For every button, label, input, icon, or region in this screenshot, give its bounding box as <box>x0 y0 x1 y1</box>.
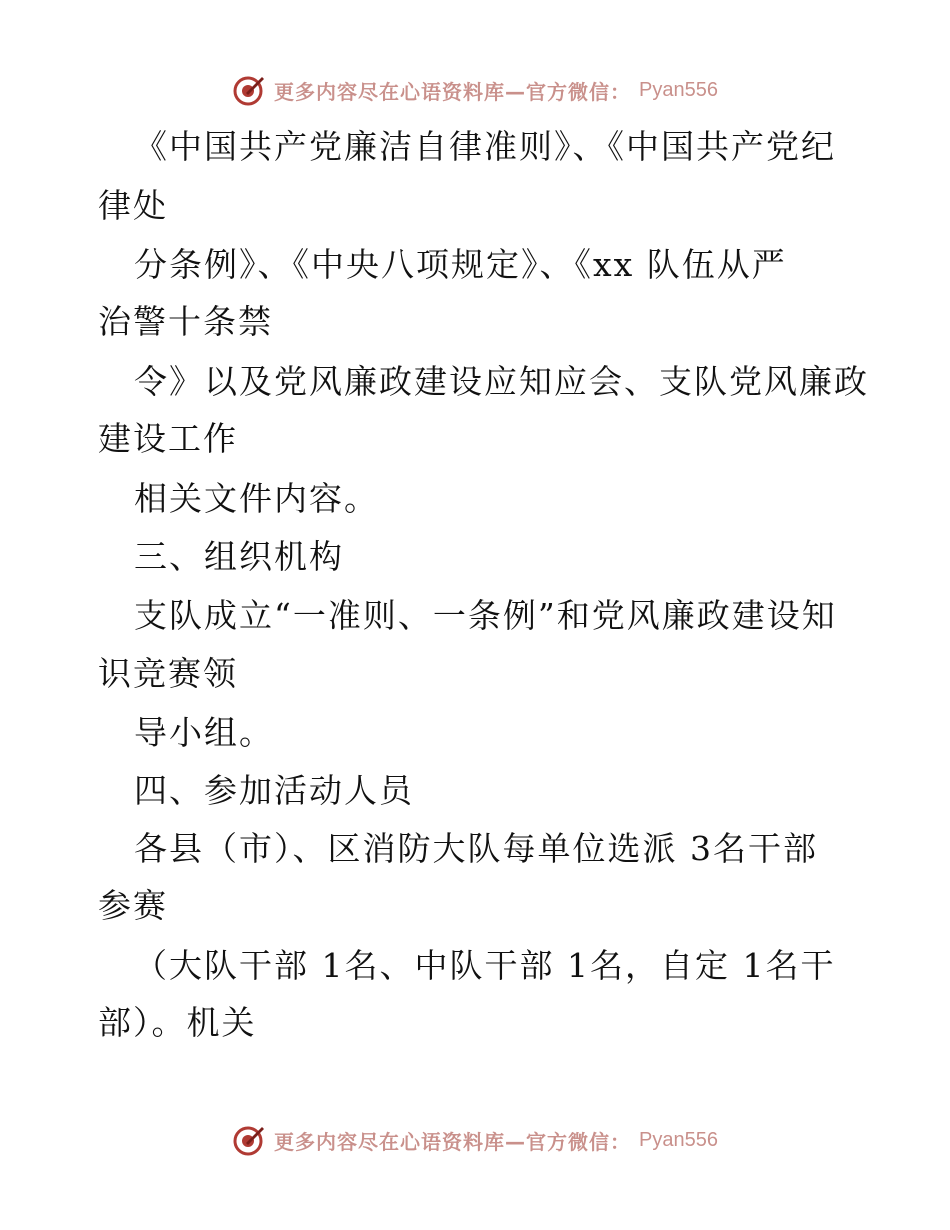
text-line: 令》以及党风廉政建设应知应会、支队党风廉政 <box>134 362 869 401</box>
text-line: 分条例》、《中央八项规定》、《xx 队伍从严 <box>134 245 787 284</box>
text-line: 支队成立“一准则、一条例”和党风廉政建设知 <box>134 596 837 635</box>
pen-logo-icon <box>232 1123 266 1157</box>
watermark-text: 更多内容尽在心语资料库—官方微信： <box>274 1129 632 1154</box>
text-line: 导小组。 <box>134 713 274 752</box>
text-line: 《中国共产党廉洁自律准则》、《中国共产党纪 <box>134 127 836 166</box>
text-line: 识竞赛领 <box>98 654 238 693</box>
footer-watermark <box>0 1120 950 1160</box>
watermark-wechat-id: Pyan556 <box>639 78 718 101</box>
section-heading: 四、参加活动人员 <box>134 771 414 810</box>
watermark-text: 更多内容尽在心语资料库—官方微信： <box>274 79 632 104</box>
text-line: 部）。机关 <box>98 1003 257 1042</box>
text-line: 参赛 <box>98 886 168 925</box>
watermark-wechat-id: Pyan556 <box>639 1128 718 1151</box>
section-heading: 三、组织机构 <box>134 537 344 576</box>
pen-logo-icon <box>232 73 266 107</box>
text-line: （大队干部 1名、中队干部 1名，自定 1名干 <box>134 946 836 985</box>
text-line: 各县（市）、区消防大队每单位选派 3名干部 <box>134 829 818 868</box>
text-line: 治警十条禁 <box>98 302 273 341</box>
text-line: 相关文件内容。 <box>134 479 379 518</box>
text-line: 建设工作 <box>98 419 238 458</box>
text-line: 律处 <box>98 186 168 225</box>
header-watermark <box>0 70 950 110</box>
